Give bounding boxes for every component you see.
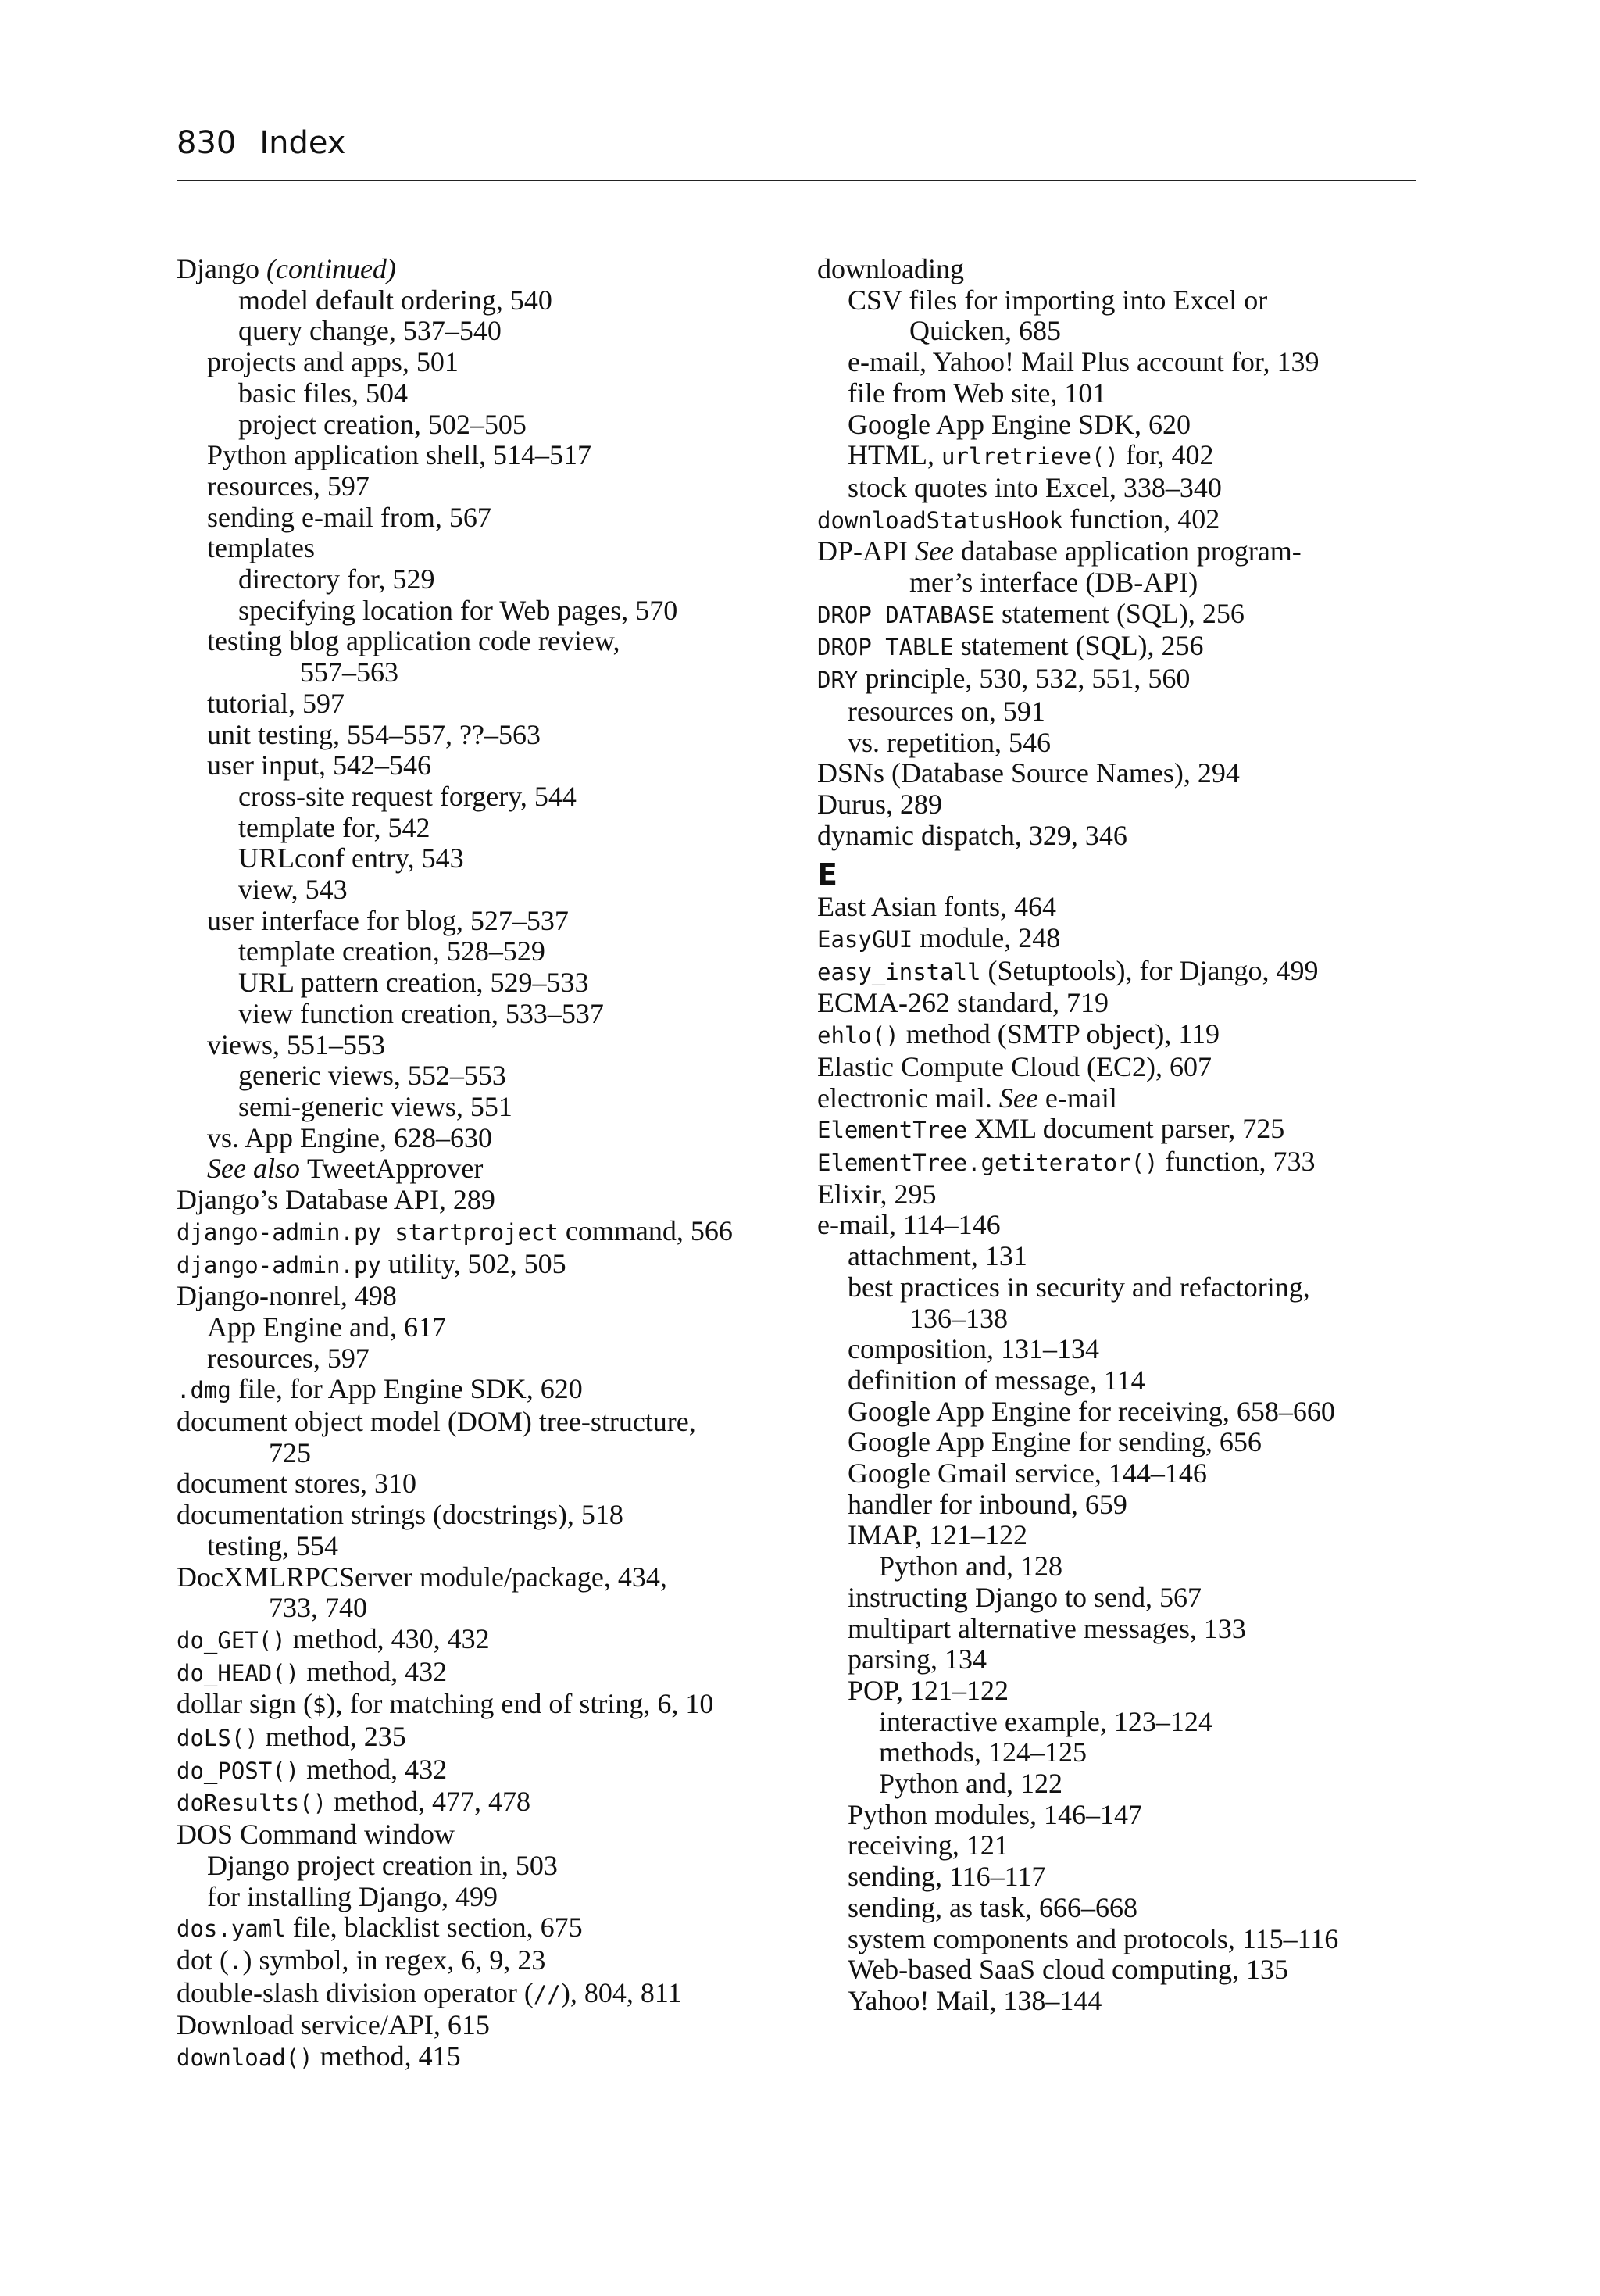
index-entry: [817, 1520, 1427, 1551]
entry-text: sending e-mail from, 567: [207, 501, 491, 533]
code-term: django-admin.py startproject: [177, 1218, 559, 1246]
entry-text: ), for matching end of string, 6, 10: [326, 1688, 714, 1720]
index-entry: [817, 285, 1427, 317]
index-entry: [817, 1737, 1427, 1768]
index-entry: [177, 1819, 786, 1851]
index-entry: [177, 781, 786, 813]
index-entry: [177, 750, 786, 781]
entry-text: system components and protocols, 115–116: [848, 1922, 1339, 1954]
entry-text: Google App Engine for receiving, 658–660: [848, 1395, 1335, 1427]
entry-text: TweetApprover: [306, 1153, 484, 1185]
index-entry: [817, 1490, 1427, 1521]
index-entry: [817, 1083, 1427, 1114]
index-entry: [177, 254, 786, 285]
entry-text: best practices in security and refactoring,: [848, 1271, 1310, 1303]
entry-text: IMAP, 121–122: [848, 1519, 1028, 1551]
entry-text: view, 543: [238, 874, 348, 906]
index-entry: [817, 1676, 1427, 1707]
index-entry: [177, 595, 786, 627]
italic-term: See: [998, 1082, 1038, 1114]
entry-text: parsing, 134: [848, 1643, 987, 1676]
entry-text: generic views, 552–553: [238, 1060, 506, 1092]
entry-text: e-mail, 114–146: [817, 1209, 1001, 1241]
index-entry: [817, 663, 1427, 696]
index-entry: [177, 1060, 786, 1092]
index-entry: [177, 285, 786, 317]
index-entry: [817, 696, 1427, 728]
entry-text: Elixir, 295: [817, 1178, 937, 1210]
index-entry: [177, 906, 786, 937]
index-entry: [817, 758, 1427, 789]
entry-text: query change, 537–540: [238, 315, 502, 347]
index-entry: [817, 1427, 1427, 1458]
entry-text: ), 804, 811: [560, 1976, 682, 2008]
entry-text: principle, 530, 532, 551, 560: [858, 663, 1191, 695]
index-entry: [177, 1978, 786, 2011]
entry-text: dot (: [177, 1944, 229, 1976]
entry-text: URLconf entry, 543: [238, 842, 464, 874]
index-entry: [177, 1438, 786, 1469]
entry-text: resources on, 591: [848, 695, 1045, 727]
entry-text: projects and apps, 501: [207, 346, 459, 378]
entry-text: App Engine and, 617: [207, 1311, 446, 1343]
entry-text: dynamic dispatch, 329, 346: [817, 819, 1127, 851]
entry-text: Python application shell, 514–517: [207, 439, 591, 471]
index-entry: [817, 378, 1427, 409]
code-term: dos.yaml: [177, 1915, 286, 1943]
index-entry: [817, 409, 1427, 441]
entry-text: (Setuptools), for Django, 499: [980, 954, 1319, 986]
entry-text: documentation strings (docstrings), 518: [177, 1499, 623, 1531]
index-entry: [817, 567, 1427, 599]
entry-text: testing, 554: [207, 1529, 338, 1561]
entry-text: module, 248: [912, 922, 1061, 954]
index-entry: [177, 1374, 786, 1407]
entry-text: template for, 542: [238, 811, 430, 843]
entry-text: Yahoo! Mail, 138–144: [848, 1984, 1102, 2016]
index-entry: [177, 936, 786, 967]
entry-text: sending, as task, 666–668: [848, 1891, 1138, 1923]
index-entry: [817, 1179, 1427, 1211]
index-entry: [177, 1754, 786, 1787]
index-entry: [817, 1800, 1427, 1831]
entry-text: receiving, 121: [848, 1829, 1009, 1861]
entry-text: user input, 542–546: [207, 749, 431, 781]
index-entry: [817, 1304, 1427, 1335]
entry-text: utility, 502, 505: [380, 1247, 566, 1279]
index-entry: [177, 1123, 786, 1154]
index-entry: [817, 254, 1427, 285]
entry-text: CSV files for importing into Excel or: [848, 284, 1268, 316]
index-entry: [177, 1312, 786, 1343]
section-title: Index: [259, 125, 346, 161]
code-term: do_HEAD(): [177, 1659, 300, 1686]
entry-text: stock quotes into Excel, 338–340: [848, 471, 1222, 503]
index-entry: [817, 599, 1427, 631]
entry-text: composition, 131–134: [848, 1333, 1099, 1365]
code-term: downloadStatusHook: [817, 506, 1063, 534]
index-entry: [817, 1397, 1427, 1428]
code-term: .dmg: [177, 1377, 231, 1404]
entry-text: Python modules, 146–147: [848, 1798, 1143, 1830]
index-entry: [817, 1114, 1427, 1146]
index-entry: [817, 1334, 1427, 1365]
entry-text: Elastic Compute Cloud (EC2), 607: [817, 1050, 1212, 1082]
entry-text: cross-site request forgery, 544: [238, 780, 577, 812]
entry-text: method, 430, 432: [285, 1622, 490, 1654]
entry-text: POP, 121–122: [848, 1674, 1009, 1706]
entry-text: template creation, 528–529: [238, 935, 545, 967]
index-entry: [177, 1153, 786, 1185]
code-term: django-admin.py: [177, 1251, 381, 1279]
entry-text: model default ordering, 540: [238, 284, 552, 316]
index-entry: [817, 1583, 1427, 1614]
index-entry: [177, 2010, 786, 2041]
entry-text: methods, 124–125: [879, 1736, 1087, 1768]
entry-text: e-mail, Yahoo! Mail Plus account for, 139: [848, 346, 1320, 378]
index-entry: [817, 347, 1427, 378]
entry-text: function, 733: [1158, 1145, 1316, 1177]
index-entry: [177, 409, 786, 441]
code-term: do_POST(): [177, 1757, 300, 1784]
index-entry: [177, 316, 786, 347]
index-entry: [817, 536, 1427, 567]
code-term: doLS(): [177, 1725, 259, 1752]
entry-text: Django: [177, 253, 266, 284]
entry-text: resources, 597: [207, 1342, 370, 1374]
entry-text: method, 432: [299, 1753, 448, 1785]
italic-term: See: [915, 535, 954, 567]
entry-text: file, blacklist section, 675: [285, 1912, 583, 1944]
index-entry: [817, 1458, 1427, 1490]
index-entry: [177, 1500, 786, 1531]
entry-text: method, 415: [312, 2040, 461, 2072]
index-entry: [817, 1768, 1427, 1800]
entry-text: Django-nonrel, 498: [177, 1280, 397, 1312]
entry-text: semi-generic views, 551: [238, 1090, 512, 1122]
entry-text: testing blog application code review,: [207, 625, 620, 657]
index-entry: [817, 1146, 1427, 1179]
index-entry: [177, 967, 786, 999]
entry-text: interactive example, 123–124: [879, 1705, 1212, 1737]
index-entry: [177, 1689, 786, 1722]
code-term: ehlo(): [817, 1022, 899, 1050]
code-term: .: [229, 1947, 243, 1975]
index-entry: [817, 1707, 1427, 1738]
index-entry: [177, 1562, 786, 1593]
entry-text: E: [817, 857, 838, 892]
index-entry: [817, 1052, 1427, 1083]
index-entry: [177, 688, 786, 720]
entry-text: DP-API: [817, 535, 916, 567]
code-term: EasyGUI: [817, 926, 913, 953]
code-term: $: [312, 1692, 327, 1719]
entry-text: ) symbol, in regex, 6, 9, 23: [242, 1944, 546, 1976]
index-entry: [177, 874, 786, 906]
index-entry: [177, 2041, 786, 2074]
index-entry: [817, 821, 1427, 852]
entry-text: method, 235: [258, 1721, 406, 1753]
entry-text: vs. App Engine, 628–630: [207, 1121, 492, 1153]
entry-text: document stores, 310: [177, 1468, 416, 1500]
index-entry: [177, 1407, 786, 1438]
entry-text: sending, 116–117: [848, 1861, 1046, 1893]
entry-text: dollar sign (: [177, 1688, 312, 1720]
entry-text: DOS Command window: [177, 1819, 455, 1851]
entry-text: Google App Engine SDK, 620: [848, 408, 1191, 440]
code-term: download(): [177, 2044, 313, 2072]
entry-text: definition of message, 114: [848, 1364, 1145, 1396]
entry-text: XML document parser, 725: [967, 1113, 1285, 1145]
entry-text: statement (SQL), 256: [994, 597, 1245, 629]
index-entry: [177, 1092, 786, 1123]
entry-text: method (SMTP object), 119: [898, 1018, 1220, 1050]
index-entry: [177, 533, 786, 564]
index-entry: [817, 504, 1427, 537]
entry-text: file, for App Engine SDK, 620: [230, 1373, 583, 1405]
entry-text: directory for, 529: [238, 563, 435, 595]
index-entry: [177, 1851, 786, 1882]
index-entry: [177, 626, 786, 657]
index-entry: [817, 988, 1427, 1019]
index-entry: [177, 1281, 786, 1312]
code-term: DROP TABLE: [817, 634, 954, 661]
entry-text: attachment, 131: [848, 1240, 1027, 1272]
index-entry: [177, 1722, 786, 1754]
index-entry: [817, 631, 1427, 663]
entry-text: HTML,: [848, 439, 941, 471]
code-term: ElementTree: [817, 1117, 968, 1144]
entry-text: resources, 597: [207, 470, 370, 502]
index-entry: [817, 1893, 1427, 1924]
entry-text: Python and, 122: [879, 1768, 1063, 1800]
code-term: do_GET(): [177, 1626, 286, 1654]
index-entry: [817, 473, 1427, 504]
index-entry: [817, 1272, 1427, 1304]
header-rule: [177, 180, 1416, 181]
entry-text: Web-based SaaS cloud computing, 135: [848, 1954, 1288, 1986]
index-entry: [817, 789, 1427, 821]
index-column-left: [177, 254, 786, 2074]
entry-text: URL pattern creation, 529–533: [238, 967, 589, 999]
index-entry: [177, 813, 786, 844]
entry-text: vs. repetition, 546: [848, 726, 1051, 758]
code-term: DROP DATABASE: [817, 601, 995, 628]
entry-text: for, 402: [1118, 439, 1214, 471]
index-entry: [817, 1830, 1427, 1861]
entry-text: Django’s Database API, 289: [177, 1184, 495, 1216]
index-entry: [177, 1249, 786, 1282]
index-entry: [817, 316, 1427, 347]
index-entry: [177, 564, 786, 595]
index-entry: [177, 1531, 786, 1562]
index-entry: [177, 1657, 786, 1690]
entry-text: handler for inbound, 659: [848, 1488, 1127, 1520]
page-header: [177, 123, 1416, 163]
italic-term: (continued): [266, 253, 396, 284]
index-entry: [817, 923, 1427, 956]
entry-text: method, 432: [299, 1655, 448, 1687]
code-term: urlretrieve(): [941, 443, 1119, 470]
index-entry: [817, 1551, 1427, 1583]
entry-text: electronic mail.: [817, 1082, 999, 1114]
index-entry: [177, 1468, 786, 1500]
index-entry: [177, 999, 786, 1030]
entry-text: Durus, 289: [817, 788, 942, 820]
index-entry: [817, 1019, 1427, 1052]
entry-text: ECMA-262 standard, 719: [817, 987, 1109, 1019]
index-entry: [177, 1786, 786, 1819]
index-entry: [177, 1343, 786, 1375]
entry-text: Django project creation in, 503: [207, 1849, 558, 1881]
entry-text: function, 402: [1062, 502, 1220, 535]
entry-text: Google Gmail service, 144–146: [848, 1457, 1207, 1490]
index-entry: [817, 1954, 1427, 1986]
index-entry: [177, 720, 786, 751]
index-entry: [177, 1185, 786, 1216]
entry-text: Google App Engine for sending, 656: [848, 1426, 1262, 1458]
entry-text: multipart alternative messages, 133: [848, 1612, 1246, 1644]
entry-text: file from Web site, 101: [848, 377, 1107, 409]
page-number: 830: [177, 125, 237, 161]
code-term: ElementTree.getiterator(): [817, 1149, 1159, 1176]
index-entry: [177, 1593, 786, 1624]
entry-text: DocXMLRPCServer module/package, 434,: [177, 1561, 667, 1593]
entry-text: East Asian fonts, 464: [817, 891, 1056, 923]
index-entry: [817, 1924, 1427, 1955]
index-entry: [817, 1644, 1427, 1676]
entry-text: method, 477, 478: [327, 1786, 531, 1818]
code-term: //: [533, 1980, 561, 2008]
code-term: DRY: [817, 667, 859, 694]
entry-text: specifying location for Web pages, 570: [238, 594, 678, 626]
entry-text: 725: [269, 1436, 311, 1468]
entry-text: templates: [207, 532, 315, 564]
entry-text: e-mail: [1038, 1082, 1117, 1114]
entry-text: database application program-: [953, 535, 1302, 567]
entry-text: instructing Django to send, 567: [848, 1581, 1202, 1613]
entry-text: mer’s interface (DB-API): [909, 567, 1198, 599]
entry-text: for installing Django, 499: [207, 1880, 498, 1912]
entry-text: tutorial, 597: [207, 687, 345, 719]
index-entry: [177, 378, 786, 409]
italic-term: See also: [207, 1153, 307, 1185]
entry-text: statement (SQL), 256: [953, 630, 1204, 662]
entry-text: downloading: [817, 253, 964, 284]
index-entry: [177, 502, 786, 534]
index-entry: [817, 728, 1427, 759]
entry-text: double-slash division operator (: [177, 1976, 534, 2008]
index-entry: [177, 1624, 786, 1657]
entry-text: basic files, 504: [238, 377, 408, 409]
index-entry: [177, 843, 786, 874]
entry-text: command, 566: [558, 1214, 733, 1246]
code-term: doResults(): [177, 1790, 327, 1817]
entry-text: views, 551–553: [207, 1028, 385, 1060]
entry-text: DSNs (Database Source Names), 294: [817, 757, 1240, 789]
entry-text: 733, 740: [269, 1592, 367, 1624]
index-entry: [177, 1882, 786, 1913]
index-entry: [817, 892, 1427, 923]
index-entry: [817, 1365, 1427, 1397]
index-entry: [817, 1614, 1427, 1645]
index-entry: [817, 1241, 1427, 1272]
index-entry: [817, 1210, 1427, 1241]
entry-text: view function creation, 533–537: [238, 997, 604, 1029]
index-entry: [177, 1216, 786, 1249]
entry-text: user interface for blog, 527–537: [207, 904, 569, 936]
index-entry: [817, 1861, 1427, 1893]
index-entry: [817, 956, 1427, 989]
entry-text: 557–563: [300, 656, 398, 688]
index-entry: [817, 1986, 1427, 2017]
entry-text: Quicken, 685: [909, 315, 1061, 347]
index-letter-heading: [817, 857, 1427, 892]
entry-text: 136–138: [909, 1302, 1008, 1334]
entry-text: Download service/API, 615: [177, 2009, 490, 2041]
index-entry: [177, 1945, 786, 1978]
index-entry: [177, 471, 786, 502]
index-column-right: [817, 254, 1427, 2017]
index-entry: [817, 440, 1427, 473]
index-entry: [177, 1912, 786, 1945]
entry-text: project creation, 502–505: [238, 408, 527, 440]
entry-text: document object model (DOM) tree-structure,: [177, 1406, 696, 1438]
index-entry: [177, 1030, 786, 1061]
entry-text: Python and, 128: [879, 1550, 1063, 1583]
index-entry: [177, 347, 786, 378]
index-entry: [177, 440, 786, 471]
entry-text: unit testing, 554–557, ??–563: [207, 718, 541, 750]
code-term: easy_install: [817, 958, 981, 985]
index-entry: [177, 657, 786, 688]
